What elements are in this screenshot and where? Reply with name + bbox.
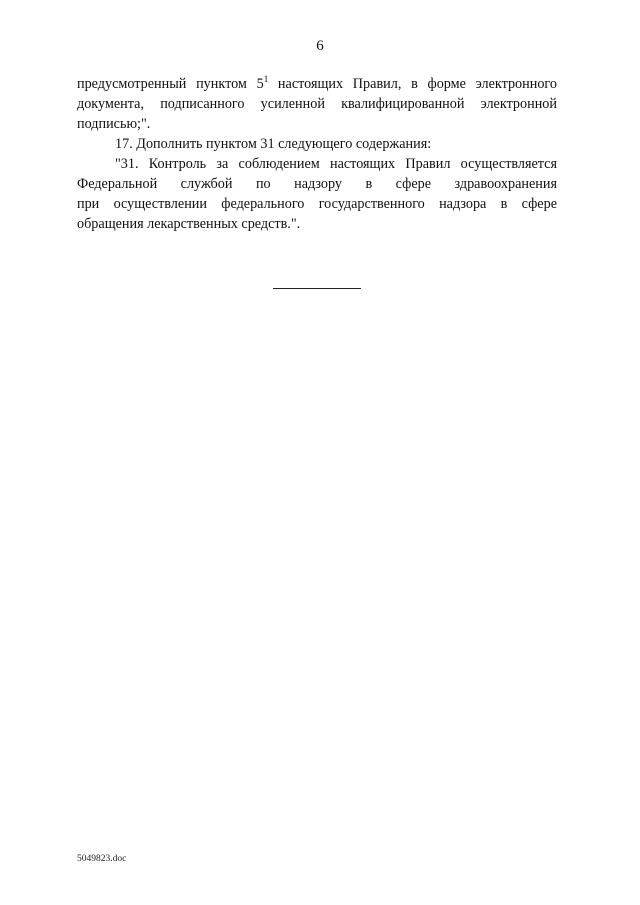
paragraph-1-line-3: подписью;".	[77, 116, 151, 132]
paragraph-3-line-2: Федеральной службой по надзору в сфере здравоохранения	[77, 176, 557, 192]
document-body	[77, 74, 557, 234]
paragraph-1-line-1-end: настоящих Правил, в форме электронного	[268, 76, 557, 92]
end-separator-line	[273, 288, 361, 289]
document-id: 5049823.doc	[77, 854, 127, 864]
paragraph-3-line-1: "31. Контроль за соблюдением настоящих Правил осуществляется	[115, 156, 557, 172]
paragraph-3-line-3: при осуществлении федерального государственного надзора в сфере	[77, 196, 557, 212]
page-number: 6	[316, 38, 324, 54]
paragraph-1-line-1-start: предусмотренный пунктом 5	[77, 76, 264, 92]
paragraph-2: 17. Дополнить пунктом 31 следующего содержания:	[115, 136, 432, 152]
superscript-1: 1	[263, 74, 269, 84]
paragraph-1-line-1	[77, 74, 557, 94]
paragraph-1-line-2: документа, подписанного усиленной квалифицированной электронной	[77, 96, 557, 112]
paragraph-3-line-4: обращения лекарственных средств.".	[77, 216, 301, 232]
